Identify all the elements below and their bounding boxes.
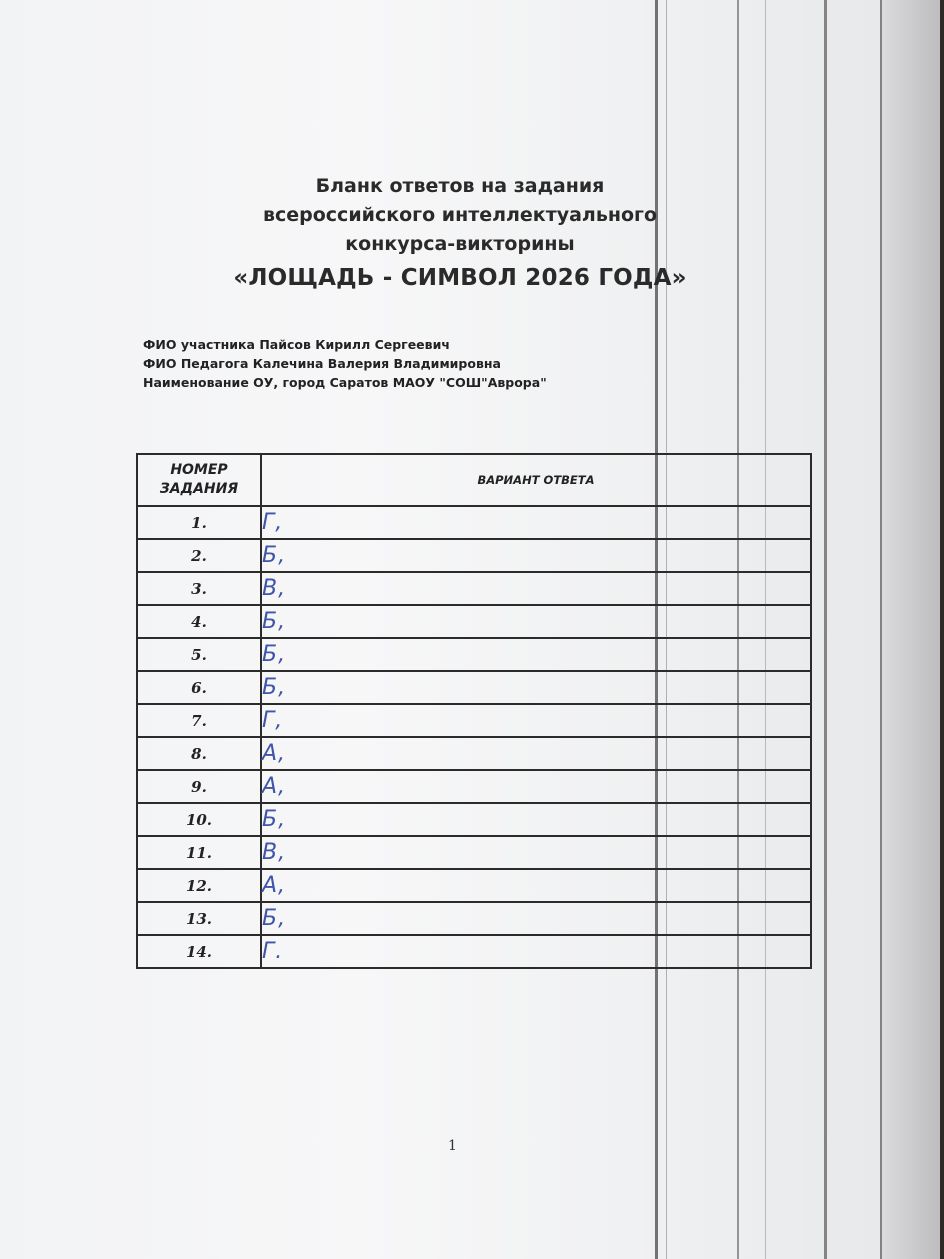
header-number-line-2: ЗАДАНИЯ: [159, 481, 239, 497]
handwritten-answer: Б,: [261, 902, 811, 935]
handwritten-answer: Г,: [261, 506, 811, 539]
handwritten-answer: В,: [261, 836, 811, 869]
second-sheet-edge: [880, 0, 940, 1259]
school-name: Наименование ОУ, город Саратов МАОУ "СОШ"Аврора": [143, 375, 547, 390]
handwritten-answer: Б,: [261, 539, 811, 572]
task-number: 13.: [137, 902, 261, 935]
table-header-row: [137, 454, 811, 506]
table-row: [137, 770, 811, 803]
handwritten-answer: А,: [261, 770, 811, 803]
handwritten-answer: А,: [261, 737, 811, 770]
table-row: [137, 572, 811, 605]
table-row: [137, 935, 811, 968]
handwritten-answer: В,: [261, 572, 811, 605]
scan-streak: [824, 0, 827, 1259]
task-number: 9.: [137, 770, 261, 803]
sheet-title: [150, 172, 770, 297]
title-line-2: всероссийского интеллектуального: [262, 204, 658, 226]
participant-name: ФИО участника Пайсов Кирилл Сергеевич: [143, 337, 450, 352]
task-number: 4.: [137, 605, 261, 638]
answers-table: [136, 453, 812, 969]
handwritten-answer: Г,: [261, 704, 811, 737]
header-answer-variant: ВАРИАНТ ОТВЕТА: [261, 454, 811, 506]
title-line-1: Бланк ответов на задания: [315, 175, 605, 197]
table-row: [137, 506, 811, 539]
table-row: [137, 638, 811, 671]
handwritten-answer: Б,: [261, 605, 811, 638]
table-row: [137, 902, 811, 935]
task-number: 5.: [137, 638, 261, 671]
task-number: 3.: [137, 572, 261, 605]
table-row: [137, 704, 811, 737]
teacher-name: ФИО Педагога Калечина Валерия Владимировна: [143, 356, 501, 371]
table-row: [137, 539, 811, 572]
handwritten-answer: Б,: [261, 671, 811, 704]
header-number-line-1: НОМЕР: [170, 462, 228, 478]
table-row: [137, 671, 811, 704]
task-number: 6.: [137, 671, 261, 704]
table-row: [137, 737, 811, 770]
header-task-number: [137, 454, 261, 506]
handwritten-answer: Б,: [261, 803, 811, 836]
task-number: 12.: [137, 869, 261, 902]
table-row: [137, 869, 811, 902]
task-number: 8.: [137, 737, 261, 770]
task-number: 14.: [137, 935, 261, 968]
task-number: 7.: [137, 704, 261, 737]
table-row: [137, 803, 811, 836]
task-number: 2.: [137, 539, 261, 572]
title-line-3: конкурса-викторины: [345, 233, 575, 255]
handwritten-answer: Б,: [261, 638, 811, 671]
table-row: [137, 836, 811, 869]
scan-streak: [880, 0, 882, 1259]
task-number: 10.: [137, 803, 261, 836]
handwritten-answer: А,: [261, 869, 811, 902]
task-number: 11.: [137, 836, 261, 869]
table-row: [137, 605, 811, 638]
handwritten-answer: Г.: [261, 935, 811, 968]
task-number: 1.: [137, 506, 261, 539]
page-number: 1: [448, 1138, 457, 1154]
title-line-4: «ЛОЩАДЬ - СИМВОЛ 2026 ГОДА»: [233, 265, 687, 291]
participant-info: [143, 335, 703, 392]
